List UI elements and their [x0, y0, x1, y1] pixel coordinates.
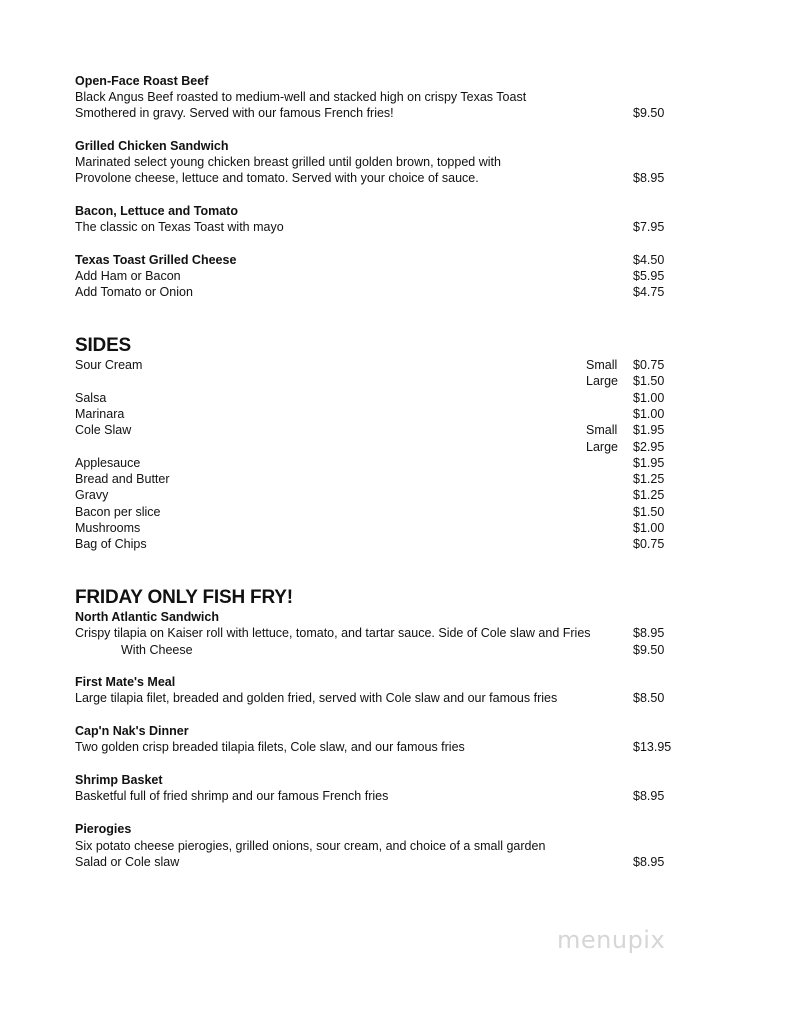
- side-item-price: $0.75: [633, 358, 665, 372]
- item-name: Cap'n Nak's Dinner: [75, 724, 189, 738]
- item-name: Grilled Chicken Sandwich: [75, 139, 229, 153]
- side-item-name: Bag of Chips: [75, 537, 147, 552]
- item-description: Provolone cheese, lettuce and tomato. Served with your choice of sauce.: [75, 171, 479, 185]
- side-item-price: $1.95: [633, 455, 665, 470]
- item-description: The classic on Texas Toast with mayo: [75, 220, 284, 234]
- item-price: $13.95: [633, 740, 672, 754]
- item-name: Open-Face Roast Beef: [75, 74, 209, 88]
- addon-price: $5.95: [633, 269, 665, 283]
- side-item-name: Sour Cream: [75, 358, 143, 372]
- item-description: Crispy tilapia on Kaiser roll with lettuce, tomato, and tartar sauce. Side of Cole slaw and Fries: [75, 626, 591, 640]
- item-name: Shrimp Basket: [75, 773, 163, 787]
- side-item-name: Applesauce: [75, 455, 141, 470]
- side-item-price: $1.50: [633, 504, 665, 519]
- item-description: Two golden crisp breaded tilapia filets, Cole slaw, and our famous fries: [75, 740, 465, 754]
- side-item-size: Large: [586, 439, 618, 454]
- item-description: Salad or Cole slaw: [75, 855, 180, 869]
- item-description: Basketful full of fried shrimp and our famous French fries: [75, 789, 389, 803]
- addon-label: Add Ham or Bacon: [75, 269, 181, 283]
- side-item-name: Salsa: [75, 390, 107, 405]
- side-item-name: Cole Slaw: [75, 423, 132, 438]
- item-price: $8.95: [633, 855, 665, 869]
- side-item-size: Small: [586, 358, 618, 372]
- side-item-size: Large: [586, 374, 618, 389]
- side-item-name: Marinara: [75, 406, 125, 421]
- side-item-price: $1.00: [633, 521, 665, 535]
- item-option-price: $9.50: [633, 643, 665, 657]
- addon-label: Add Tomato or Onion: [75, 285, 193, 299]
- side-item-price: $2.95: [633, 439, 665, 454]
- item-description: Smothered in gravy. Served with our famous French fries!: [75, 106, 394, 120]
- item-description: Large tilapia filet, breaded and golden fried, served with Cole slaw and our famous fries: [75, 691, 558, 705]
- item-option: With Cheese: [121, 643, 193, 657]
- item-name: North Atlantic Sandwich: [75, 610, 219, 624]
- item-name: Texas Toast Grilled Cheese: [75, 253, 237, 267]
- side-item-price: $1.25: [633, 472, 665, 487]
- item-name: First Mate's Meal: [75, 675, 176, 689]
- watermark-logo: menupix: [557, 926, 666, 954]
- item-price: $8.50: [633, 691, 665, 705]
- item-price: $9.50: [633, 106, 665, 120]
- side-item-name: Bread and Butter: [75, 472, 170, 487]
- item-price: $7.95: [633, 220, 665, 234]
- side-item-name: Mushrooms: [75, 521, 141, 535]
- side-item-name: Bacon per slice: [75, 504, 161, 519]
- item-price: $4.50: [633, 253, 665, 267]
- item-description: Marinated select young chicken breast grilled until golden brown, topped with: [75, 155, 501, 169]
- side-item-price: $0.75: [633, 537, 665, 552]
- side-item-price: $1.00: [633, 390, 665, 405]
- section-heading-sides: SIDES: [75, 335, 132, 356]
- item-name: Pierogies: [75, 822, 132, 836]
- addon-price: $4.75: [633, 285, 665, 299]
- side-item-price: $1.95: [633, 423, 665, 438]
- side-item-price: $1.25: [633, 488, 665, 503]
- side-item-price: $1.50: [633, 374, 665, 389]
- section-heading-fish-fry: FRIDAY ONLY FISH FRY!: [75, 587, 293, 608]
- item-price: $8.95: [633, 626, 665, 640]
- item-description: Black Angus Beef roasted to medium-well and stacked high on crispy Texas Toast: [75, 90, 527, 104]
- item-price: $8.95: [633, 789, 665, 803]
- side-item-price: $1.00: [633, 406, 665, 421]
- item-description: Six potato cheese pierogies, grilled onions, sour cream, and choice of a small garden: [75, 839, 546, 853]
- item-price: $8.95: [633, 171, 665, 185]
- side-item-size: Small: [586, 423, 618, 438]
- side-item-name: Gravy: [75, 488, 109, 503]
- item-name: Bacon, Lettuce and Tomato: [75, 204, 238, 218]
